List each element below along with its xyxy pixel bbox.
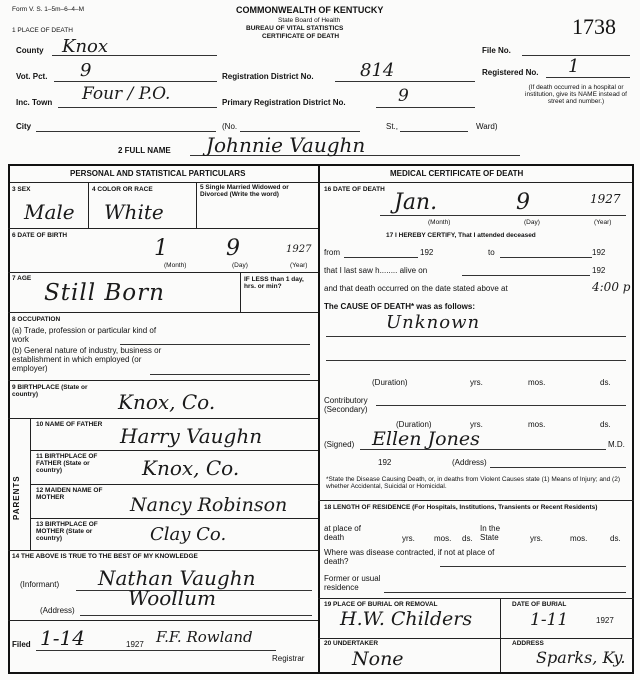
dob-label: 6 DATE OF BIRTH (12, 232, 68, 239)
primary-reg-line (376, 107, 475, 108)
duration-mos-2: mos. (528, 420, 546, 429)
last-saw-text: that I last saw h........ alive on (324, 266, 428, 275)
where-contracted-label: Where was disease contracted, if not at place of death? (324, 548, 495, 566)
inc-town-line (58, 107, 217, 108)
grid-residence-top (318, 500, 634, 501)
state-note: *State the Disease Causing Death, or, in deaths from Violent Causes state (1) Means of Injury; and (2) whether Accidental, Suicidal or Homicidal. (326, 476, 620, 490)
dob-year: 1927 (286, 244, 312, 255)
grid-parents-bottom (8, 550, 318, 551)
undertaker-address-value: Sparks, Ky. (536, 648, 626, 667)
inc-town-value: Four / P.O. (82, 84, 171, 104)
grid-top (8, 164, 634, 166)
res-ds-1: ds. (462, 534, 473, 543)
filed-year: 1927 (126, 640, 144, 649)
date-burial-label: DATE OF BURIAL (512, 601, 567, 608)
duration-ds-1: ds. (600, 378, 611, 387)
duration-label-2: (Duration) (396, 420, 432, 429)
informant-header: 14 THE ABOVE IS TRUE TO THE BEST OF MY KNOWLEDGE (12, 553, 198, 560)
grid-undertaker-divider (500, 638, 501, 674)
file-no-label: File No. (482, 46, 511, 55)
occupation-a: (a) Trade, profession or particular kind of work (12, 326, 157, 344)
grid-bottom (8, 672, 634, 674)
mother-name-label: 12 MAIDEN NAME OF MOTHER (36, 487, 103, 501)
age-label: 7 AGE (12, 275, 32, 282)
primary-reg-value: 9 (398, 86, 409, 106)
from-year: 192 (420, 248, 434, 257)
grid-color-divider (196, 182, 197, 228)
former-residence-label: Former or usual residence (324, 574, 381, 592)
grid-row-4 (8, 312, 318, 313)
date-burial-year: 1927 (596, 616, 614, 625)
birthplace-label: 9 BIRTHPLACE (State or country) (12, 384, 88, 398)
duration-ds-2: ds. (600, 420, 611, 429)
city-line (36, 131, 216, 132)
res-yrs-1: yrs. (402, 534, 415, 543)
vot-pct-value: 9 (80, 60, 92, 81)
registrar-value: F.F. Rowland (156, 628, 253, 646)
registered-no-value: 1 (568, 56, 580, 77)
duration-mos-1: mos. (528, 378, 546, 387)
grid-burial-divider (500, 598, 501, 638)
medical-address-label: (Address) (452, 458, 487, 467)
signed-value: Ellen Jones (372, 428, 480, 450)
place-of-death-label: 1 PLACE OF DEATH (12, 27, 73, 34)
marital-label: 5 Single Married Widowed or Divorced (Write the word) (200, 184, 289, 198)
age-value: Still Born (44, 280, 165, 306)
vot-pct-label: Vot. Pct. (16, 72, 48, 81)
county-value: Knox (62, 36, 109, 57)
mother-name-value: Nancy Robinson (130, 494, 288, 516)
signed-line (360, 449, 606, 450)
death-day-label: (Day) (524, 219, 540, 226)
grid-row-3 (8, 272, 318, 273)
contributory-line (376, 405, 626, 406)
no-label: (No. (222, 122, 238, 131)
less-than-label: IF LESS than 1 day, hrs. or min? (244, 276, 304, 290)
father-birthplace-value: Knox, Co. (142, 456, 240, 480)
reg-district-label: Registration District No. (222, 72, 314, 81)
mother-birthplace-label: 13 BIRTHPLACE OF MOTHER (State or country) (36, 521, 98, 542)
grid-sex-divider (88, 182, 89, 228)
grid-row-5 (8, 380, 318, 381)
father-name-value: Harry Vaughn (120, 424, 263, 448)
color-label: 4 COLOR OR RACE (92, 186, 153, 193)
time-value: 4:00 p (592, 280, 631, 294)
cause-label: The CAUSE OF DEATH* was as follows: (324, 302, 475, 311)
date-of-death-day: 9 (516, 190, 530, 215)
date-of-death-month: Jan. (394, 190, 438, 215)
cause-line-1 (326, 336, 626, 337)
dob-month: 1 (154, 236, 168, 261)
sex-label: 3 SEX (12, 186, 31, 193)
registrar-label: Registrar (272, 654, 305, 663)
informant-label: (Informant) (20, 580, 60, 589)
last-saw-line (462, 275, 590, 276)
certify-text: 17 I HEREBY CERTIFY, That I attended deceased (386, 232, 536, 239)
birthplace-value: Knox, Co. (118, 390, 216, 414)
full-name-label: 2 FULL NAME (118, 146, 171, 155)
primary-reg-label: Primary Registration District No. (222, 98, 346, 107)
filed-line (36, 650, 276, 651)
grid-mother-row (30, 518, 318, 519)
no-line (240, 131, 360, 132)
to-line (500, 257, 592, 258)
medical-section-title: MEDICAL CERTIFICATE OF DEATH (390, 169, 524, 178)
county-label: County (16, 46, 44, 55)
medical-address-line (490, 467, 626, 468)
st-line (400, 131, 468, 132)
res-ds-2: ds. (610, 534, 621, 543)
personal-section-title: PERSONAL AND STATISTICAL PARTICULARS (70, 169, 246, 178)
last-saw-year: 192 (592, 266, 606, 275)
inc-town-label: Inc. Town (16, 98, 53, 107)
undertaker-label: 20 UNDERTAKER (324, 640, 379, 647)
stamp-number: 1738 (572, 14, 616, 39)
registered-no-line (546, 77, 630, 78)
md-label: M.D. (608, 440, 625, 449)
former-residence-line (384, 592, 626, 593)
hospital-note: (If death occurred in a hospital or institution, give its NAME instead of street and number.) (525, 84, 627, 105)
reg-district-value: 814 (360, 60, 395, 81)
grid-row-2 (8, 228, 318, 229)
contributory-label: Contributory (Secondary) (324, 396, 368, 414)
death-month-label: (Month) (428, 219, 451, 226)
ward-label: Ward) (476, 122, 498, 131)
registered-no-label: Registered No. (482, 68, 539, 77)
bureau-name: BUREAU OF VITAL STATISTICS (246, 25, 344, 32)
duration-yrs-1: yrs. (470, 378, 483, 387)
date-burial-value: 1-11 (530, 610, 569, 630)
undertaker-value: None (352, 648, 404, 670)
dob-month-label: (Month) (164, 262, 187, 269)
duration-yrs-2: yrs. (470, 420, 483, 429)
occupation-b: (b) General nature of industry, business or establishment in which employed (or employer) (12, 346, 162, 373)
father-birthplace-label: 11 BIRTHPLACE OF FATHER (State or country) (36, 453, 98, 474)
occupation-a-line (120, 344, 310, 345)
sign-year: 192 (378, 458, 392, 467)
filed-label: Filed (12, 640, 31, 649)
grid-age-divider (240, 272, 241, 312)
burial-value: H.W. Childers (340, 608, 473, 630)
informant-value: Nathan Vaughn (98, 566, 256, 590)
burial-label: 19 PLACE OF BURIAL OR REMOVAL (324, 601, 438, 608)
date-of-death-line (380, 215, 626, 216)
death-occurred-text: and that death occurred on the date stated above at (324, 284, 508, 293)
father-name-label: 10 NAME OF FATHER (36, 421, 103, 428)
color-value: White (104, 200, 164, 224)
where-contracted-line (440, 566, 626, 567)
city-label: City (16, 122, 32, 131)
from-line (344, 257, 418, 258)
grid-father-bp-row (30, 484, 318, 485)
date-of-death-label: 16 DATE OF DEATH (324, 186, 385, 193)
grid-left (8, 164, 10, 674)
res-mos-1: mos. (434, 534, 452, 543)
dob-day: 9 (226, 236, 240, 261)
state-title: COMMONWEALTH OF KENTUCKY (236, 5, 384, 15)
filed-value: 1-14 (40, 626, 85, 650)
cause-value: Unknown (386, 312, 481, 333)
undertaker-address-label: ADDRESS (512, 640, 544, 647)
informant-address-line (80, 615, 312, 616)
residence-label: 18 LENGTH OF RESIDENCE (For Hospitals, Institutions, Transients or Recent Residents) (324, 504, 598, 511)
full-name-value: Johnnie Vaughn (206, 133, 366, 157)
informant-address-value: Woollum (128, 586, 216, 610)
in-state-label: In the State (480, 524, 501, 542)
to-label: to (488, 248, 495, 257)
grid-informant-bottom (8, 620, 318, 621)
to-year: 192 (592, 248, 606, 257)
reg-district-line (335, 81, 475, 82)
mother-birthplace-value: Clay Co. (150, 524, 227, 545)
form-number: Form V. S. 1–5m–6–4–M (12, 6, 85, 13)
certificate-title: CERTIFICATE OF DEATH (262, 33, 340, 40)
grid-undertaker-top (318, 638, 634, 639)
parents-label: PARENTS (12, 475, 21, 520)
at-place-label: at place of death (324, 524, 361, 542)
res-yrs-2: yrs. (530, 534, 543, 543)
cause-line-2 (326, 360, 626, 361)
duration-label-1: (Duration) (372, 378, 408, 387)
st-label: St., (386, 122, 399, 131)
grid-father-row (30, 450, 318, 451)
from-label: from (324, 248, 340, 257)
sex-value: Male (24, 200, 75, 224)
vot-pct-line (54, 81, 217, 82)
grid-burial-top (318, 598, 634, 599)
board-name: State Board of Health (278, 17, 341, 24)
occupation-label: 8 OCCUPATION (12, 316, 61, 323)
death-year-label: (Year) (594, 219, 612, 226)
date-of-death-year: 1927 (590, 192, 621, 206)
grid-header-bottom (8, 182, 634, 183)
informant-address-label: (Address) (40, 606, 75, 615)
occupation-b-line (150, 374, 310, 375)
dob-day-label: (Day) (232, 262, 248, 269)
res-mos-2: mos. (570, 534, 588, 543)
dob-year-label: (Year) (290, 262, 308, 269)
signed-label: (Signed) (324, 440, 355, 449)
grid-row-6 (8, 418, 318, 419)
